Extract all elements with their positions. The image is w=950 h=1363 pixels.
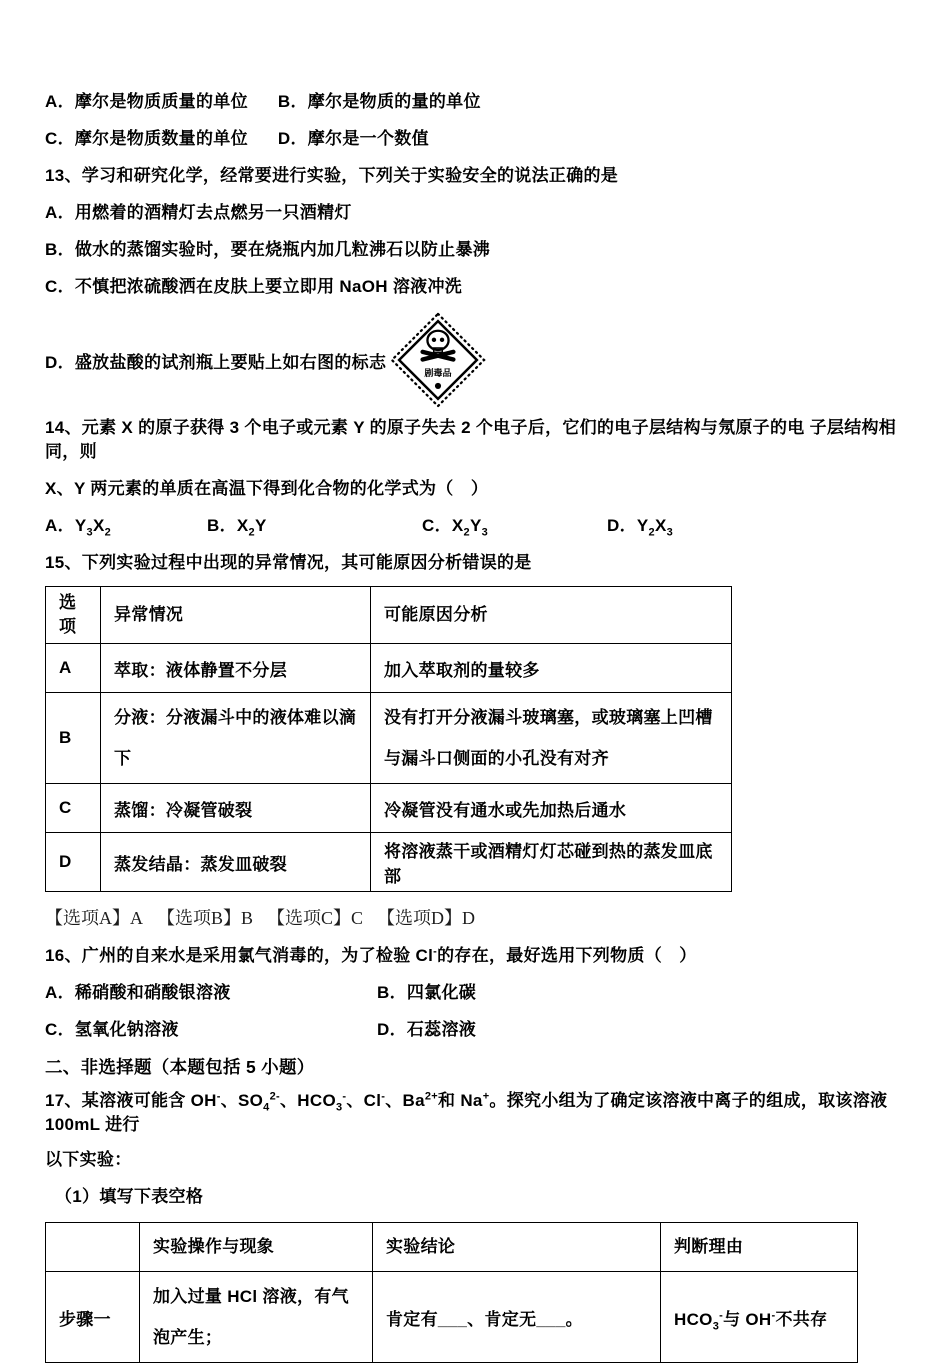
q12-options-line1	[45, 90, 910, 114]
q14-stem-line2: X、Y 两元素的单质在高温下得到化合物的化学式为（ ）	[45, 479, 489, 498]
table-cell: 没有打开分液漏斗玻璃塞，或玻璃塞上凹槽与漏斗口侧面的小孔没有对齐	[371, 693, 732, 784]
table-cell: 冷凝管没有通水或先加热后通水	[371, 784, 732, 833]
q16-option-b: B．四氯化碳	[377, 983, 477, 1002]
q13-option-c: C．不慎把浓硫酸洒在皮肤上要立即用 NaOH 溶液冲洗	[45, 277, 463, 296]
q15-header-option: 选项	[46, 587, 101, 644]
q13-option-b: B．做水的蒸馏实验时，要在烧瓶内加几粒沸石以防止暴沸	[45, 240, 491, 259]
q15-table-header-row	[46, 587, 732, 644]
table-cell: 步骤一	[46, 1272, 140, 1363]
q15-stem: 15、下列实验过程中出现的异常情况，其可能原因分析错误的是	[45, 553, 532, 572]
table-cell: 加入过量 HCl 溶液，有气泡产生；	[140, 1272, 373, 1363]
q14-option-b: B．$X_2Y$	[207, 516, 267, 539]
table-cell: 萃取：液体静置不分层	[101, 644, 371, 693]
q17-experiment-table	[45, 1222, 858, 1363]
table-cell: 肯定有___、肯定无___。	[373, 1272, 661, 1363]
answer-key-b: 【选项B】B	[157, 908, 254, 928]
q17-header-reason: 判断理由	[661, 1223, 858, 1272]
q17-header-operation: 实验操作与现象	[140, 1223, 373, 1272]
table-cell: A	[46, 644, 101, 693]
table-cell: C	[46, 784, 101, 833]
answer-key-c: 【选项C】C	[267, 908, 364, 928]
q13-stem: 13、学习和研究化学，经常要进行实验，下列关于实验安全的说法正确的是	[45, 166, 619, 185]
q16-options-line1	[45, 981, 910, 1005]
q12-option-c: C．摩尔是物质数量的单位	[45, 129, 248, 148]
q12-option-d: D．摩尔是一个数值	[277, 129, 429, 148]
q17-part1-label: （1）填写下表空格	[55, 1187, 204, 1206]
q15-header-anomaly: 异常情况	[101, 587, 371, 644]
table-cell: 将溶液蒸干或酒精灯灯芯碰到热的蒸发皿底部	[371, 833, 732, 892]
table-row	[46, 644, 732, 693]
poison-sign-label: 剧毒品	[424, 367, 452, 378]
table-cell: 加入萃取剂的量较多	[371, 644, 732, 693]
table-cell: D	[46, 833, 101, 892]
poison-sign-icon	[390, 312, 486, 408]
q16-option-c: C．氢氧化钠溶液	[45, 1020, 179, 1039]
q16-stem: 16、广州的自来水是采用氯气消毒的，为了检验 Cl-的存在，最好选用下列物质（ ）	[45, 945, 697, 965]
table-row	[46, 693, 732, 784]
q14-option-a: A．$Y_3X_2$	[45, 516, 112, 539]
answer-key-d: 【选项D】D	[377, 908, 476, 928]
q14-option-d: D．$Y_2X_3$	[607, 516, 674, 539]
table-row	[46, 1272, 858, 1363]
q17-stem-line2: 以下实验：	[45, 1150, 132, 1169]
q15-header-cause: 可能原因分析	[371, 587, 732, 644]
table-cell: B	[46, 693, 101, 784]
q17-header-blank	[46, 1223, 140, 1272]
q14-stem-line1: 14、元素 X 的原子获得 3 个电子或元素 Y 的原子失去 2 个电子后，它们的电子层结构与氖原子的电 子层结构相同，则	[45, 418, 897, 461]
q13-option-d-row	[45, 312, 910, 408]
table-cell: $HCO_3^-$与 OH-不共存	[661, 1272, 858, 1363]
table-row	[46, 833, 732, 892]
table-cell: 蒸馏：冷凝管破裂	[101, 784, 371, 833]
q15-answer-key	[45, 906, 910, 930]
q14-options-row	[45, 514, 910, 538]
q16-option-a: A．稀硝酸和硝酸银溶液	[45, 983, 231, 1002]
q12-options-line2	[45, 127, 910, 151]
answer-key-a: 【选项A】A	[45, 908, 143, 928]
q12-option-b: B．摩尔是物质的量的单位	[277, 92, 481, 111]
q15-analysis-table	[45, 586, 732, 892]
section2-title: 二、非选择题（本题包括 5 小题）	[45, 1057, 315, 1077]
q16-option-d: D．石蕊溶液	[377, 1020, 477, 1039]
q16-options-line2	[45, 1018, 910, 1042]
q17-table-header-row	[46, 1223, 858, 1272]
table-cell: 蒸发结晶：蒸发皿破裂	[101, 833, 371, 892]
q12-option-a: A．摩尔是物质质量的单位	[45, 92, 248, 111]
q13-option-d: D．盛放盐酸的试剂瓶上要贴上如右图的标志	[45, 352, 387, 372]
table-cell: 分液：分液漏斗中的液体难以滴下	[101, 693, 371, 784]
table-row	[46, 784, 732, 833]
q14-option-c: C．$X_2Y_3$	[422, 516, 489, 539]
q13-option-a: A．用燃着的酒精灯去点燃另一只酒精灯	[45, 203, 352, 222]
q17-stem-line1: 17、某溶液可能含 OH-、$SO_4^{2-}$、$HCO_3^-$、Cl-、$Ba^{2+}$和 Na+。探究小组为了确定该溶液中离子的组成，取该溶液 100mL 进行	[45, 1090, 888, 1134]
q17-header-conclusion: 实验结论	[373, 1223, 661, 1272]
